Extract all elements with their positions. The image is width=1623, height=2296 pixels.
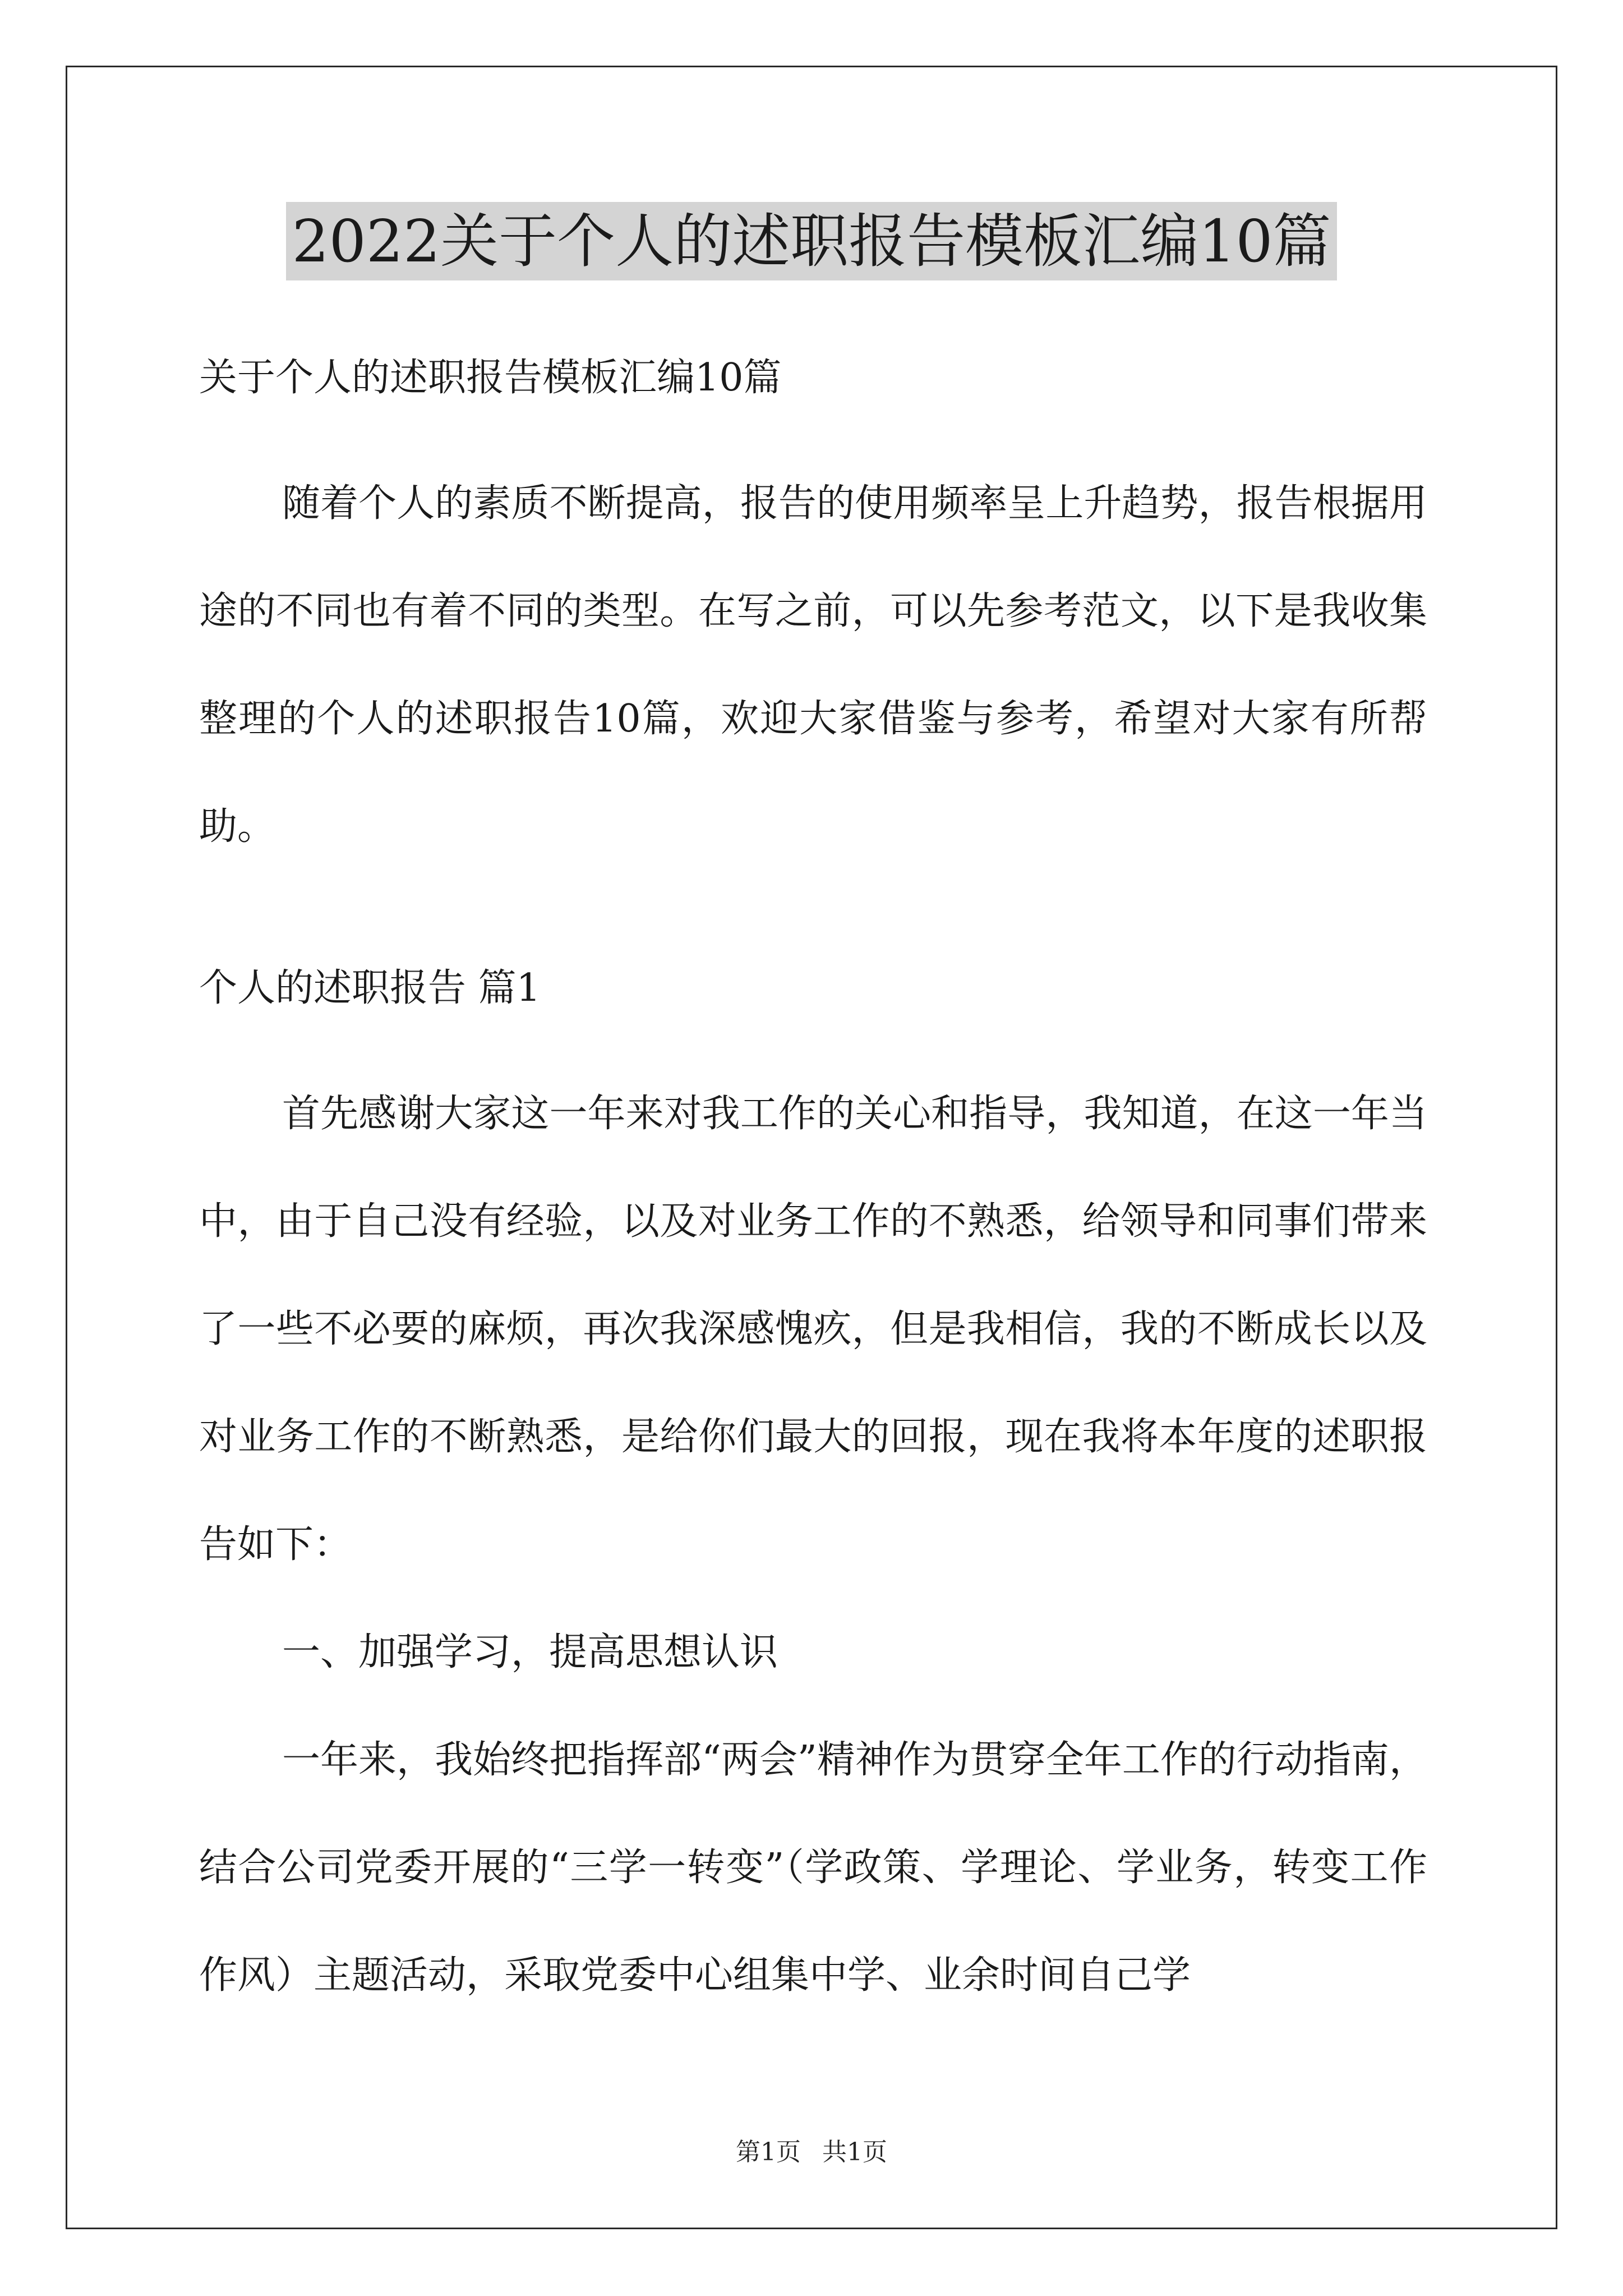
subheading-1: 一、加强学习，提高思想认识	[282, 1630, 778, 1674]
title-container	[0, 202, 1623, 280]
section-paragraph-2: 一年来，我始终把指挥部“两会”精神作为贯穿全年工作的行动指南，结合公司党委开展的“三学一转变”（学政策、学理论、学业务，转变工作作风）主题活动，采取党委中心组集中学、业余时间自己学	[199, 1738, 1427, 1998]
section-spacer	[199, 881, 1427, 953]
document-subtitle: 关于个人的述职报告模板汇编10篇	[199, 356, 782, 400]
document-title: 2022关于个人的述职报告模板汇编10篇	[286, 202, 1336, 280]
document-body	[199, 342, 1427, 2030]
section-paragraph-1: 首先感谢大家这一年来对我工作的关心和指导，我知道，在这一年当中，由于自己没有经验，以及对业务工作的不熟悉，给领导和同事们带来了一些不必要的麻烦，再次我深感愧疚，但是我相信，我的不断成长以及对业务工作的不断熟悉，是给你们最大的回报，现在我将本年度的述职报告如下：	[199, 1092, 1427, 1567]
page-footer	[0, 2132, 1623, 2168]
section-heading: 个人的述职报告 篇1	[199, 966, 541, 1010]
page-number: 第1页	[736, 2138, 801, 2166]
page-total: 共1页	[822, 2138, 887, 2166]
intro-paragraph: 随着个人的素质不断提高，报告的使用频率呈上升趋势，报告根据用途的不同也有着不同的类型。在写之前，可以先参考范文，以下是我收集整理的个人的述职报告10篇，欢迎大家借鉴与参考，希望对大家有所帮助。	[199, 481, 1427, 849]
